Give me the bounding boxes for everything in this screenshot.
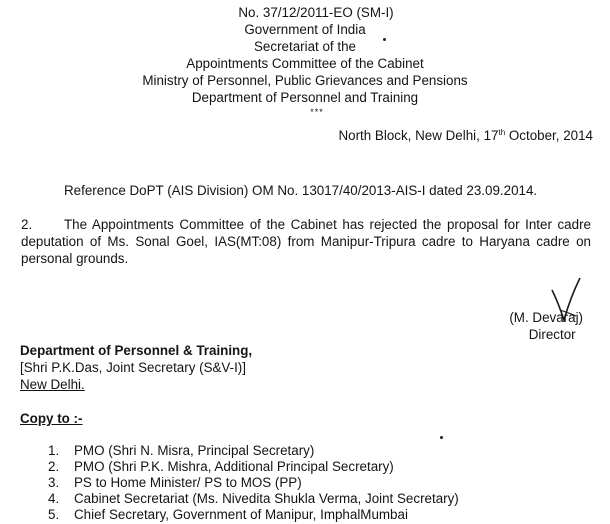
list-item-text: PS to Home Minister/ PS to MOS (PP) (74, 475, 302, 490)
paragraph-text: The Appointments Committee of the Cabinet has rejected the proposal for Inter cadre deputation of Ms. Sonal Goel, IAS(MT:08) from Manipur-Tripura cadre to Haryana cadre on personal grounds. (21, 217, 591, 266)
department-name: Department of Personnel and Training (191, 90, 419, 105)
list-item-text: PMO (Shri P.K. Mishra, Additional Principal Secretary) (74, 459, 394, 474)
list-item (48, 507, 459, 523)
secretariat-line: Secretariat of the (254, 39, 356, 54)
list-item-number: 1. (48, 443, 60, 458)
issuer-department: Department of Personnel & Training, (20, 343, 253, 358)
signatory-designation: Director (528, 327, 576, 342)
scan-speck (440, 436, 443, 439)
list-item (48, 443, 459, 459)
list-item (48, 475, 459, 491)
list-item-number: 5. (48, 507, 60, 522)
dateline-rest: October, 2014 (505, 128, 593, 143)
list-item-number: 4. (48, 491, 60, 506)
issuer-block (20, 342, 252, 393)
list-item-text: Cabinet Secretariat (Ms. Nivedita Shukla Verma, Joint Secretary) (74, 491, 459, 506)
paragraph-number: 2. (21, 217, 33, 232)
list-item-text: Chief Secretary, Government of Manipur, ImphalMumbai (74, 507, 408, 522)
ministry-name: Ministry of Personnel, Public Grievances and Pensions (142, 73, 468, 88)
list-item (48, 491, 459, 507)
reference-line: Reference DoPT (AIS Division) OM No. 13017/40/2013-AIS-I dated 23.09.2014. (64, 183, 538, 198)
copy-to-heading: Copy to :- (20, 411, 83, 426)
dateline-place: North Block, New Delhi, 17 (338, 128, 499, 143)
issuer-city: New Delhi. (20, 377, 85, 392)
list-item (48, 459, 459, 475)
list-item-text: PMO (Shri N. Misra, Principal Secretary) (74, 443, 315, 458)
issuer-officer: [Shri P.K.Das, Joint Secretary (S&V-I)] (20, 360, 246, 375)
signatory-block (509, 309, 583, 343)
scan-speck (383, 38, 386, 41)
list-item-number: 2. (48, 459, 60, 474)
separator-stars: *** (310, 107, 324, 117)
file-number: No. 37/12/2011-EO (SM-I) (238, 5, 394, 20)
committee-name: Appointments Committee of the Cabinet (186, 56, 424, 71)
dateline-suffix: th (498, 128, 506, 137)
letterhead (0, 4, 610, 118)
government-name: Government of India (244, 22, 366, 37)
list-item-number: 3. (48, 475, 60, 490)
copy-to-list (48, 443, 459, 523)
dateline (338, 128, 593, 143)
signatory-name: (M. Devaraj) (509, 310, 583, 325)
body-paragraph (21, 216, 591, 267)
